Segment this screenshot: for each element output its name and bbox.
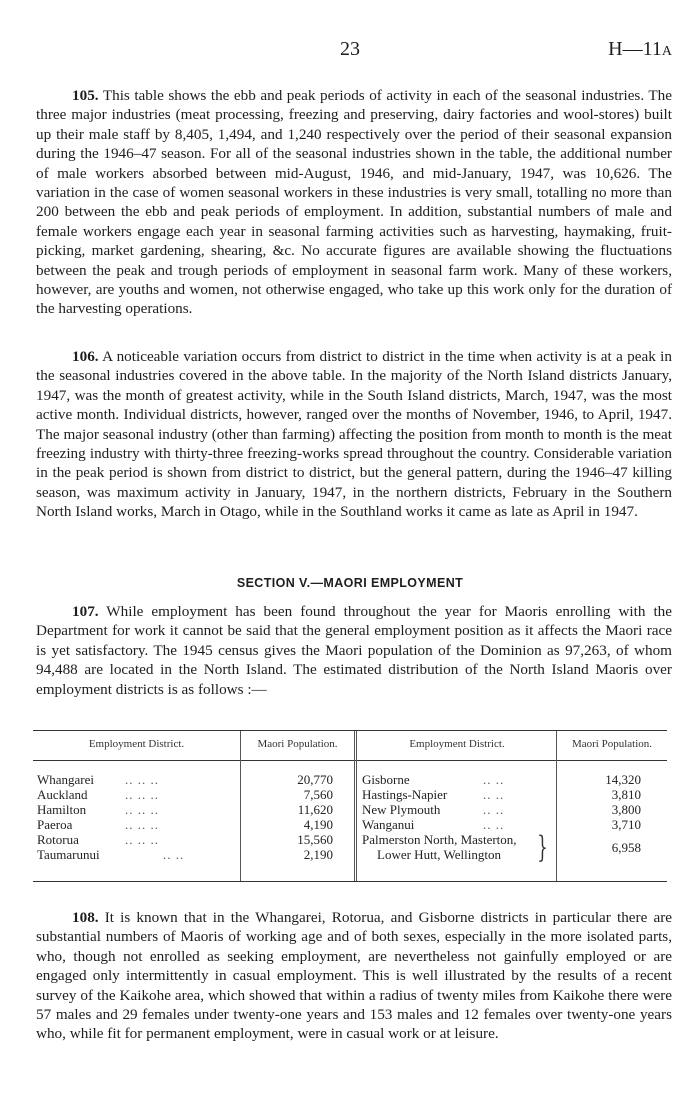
leader-dots: .. .. .. [125, 817, 159, 832]
table-row [37, 787, 88, 802]
paragraph-105 [36, 86, 672, 319]
section-heading: SECTION V.—MAORI EMPLOYMENT [236, 576, 464, 590]
table-row [37, 802, 86, 817]
district-name: Lower Hutt, Wellington [377, 847, 502, 862]
table-row [362, 772, 410, 787]
population-value: 6,958 [611, 840, 641, 855]
population-value: 3,800 [611, 802, 641, 817]
table-row [362, 817, 414, 832]
leader-dots: .. .. [163, 847, 185, 862]
column-header-district: Employment District. [88, 738, 185, 750]
column-header-district: Employment District. [409, 738, 505, 750]
table-row-continuation [377, 847, 501, 862]
district-name: Wanganui [362, 817, 415, 832]
page-header [0, 38, 700, 68]
district-name: New Plymouth [362, 802, 441, 817]
district-name: Whangarei [37, 772, 95, 787]
page-number: 23 [340, 38, 360, 60]
column-header-population: Maori Population. [257, 738, 338, 750]
maori-population-table [33, 730, 667, 882]
population-value: 15,560 [297, 832, 333, 847]
paragraph-108 [36, 908, 672, 1044]
district-name: Gisborne [362, 772, 410, 787]
district-name: Hamilton [37, 802, 87, 817]
document-reference [608, 38, 672, 61]
population-value: 3,710 [611, 817, 641, 832]
population-value: 20,770 [297, 772, 333, 787]
paragraph-number: 105. [72, 87, 99, 104]
leader-dots: .. .. .. [125, 832, 159, 847]
district-name: Auckland [37, 787, 88, 802]
population-value: 2,190 [303, 847, 333, 862]
table-row [362, 802, 440, 817]
table-row [37, 772, 94, 787]
table-row [37, 847, 100, 862]
paragraph-106 [36, 347, 672, 522]
population-value: 3,810 [611, 787, 641, 802]
table-row [37, 832, 79, 847]
leader-dots: .. .. [483, 802, 505, 817]
population-value: 14,320 [605, 772, 641, 787]
district-name: Taumarunui [37, 847, 100, 862]
table-header-rule [33, 760, 667, 761]
paragraph-text: While employment has been found throughout the year for Maoris enrolling with the Department for work it cannot be said that the general employment position as it affects the Maori race is yet satisfactory. The 1945 census gives the Maori population of the Dominion as 97,263, of whom 94,488 are located in the North Island. The estimated distribution of the North Island Maoris over employment districts is as follows :— [36, 603, 672, 698]
grouping-brace: } [537, 830, 548, 865]
population-value: 4,190 [303, 817, 333, 832]
paragraph-number: 106. [72, 348, 99, 365]
table-top-rule [33, 730, 667, 731]
column-header-population: Maori Population. [571, 738, 653, 750]
population-value: 7,560 [303, 787, 333, 802]
district-name: Rotorua [37, 832, 79, 847]
document-reference-suffix: A [661, 44, 672, 59]
column-divider-double [354, 731, 357, 881]
table-row [362, 787, 447, 802]
paragraph-number: 108. [72, 909, 99, 926]
paragraph-text: This table shows the ebb and peak periods of activity in each of the seasonal industries. The three major industries (meat processing, freezing and preserving, dairy factories and wool-stores) built up their male staff by 8,405, 1,494, and 1,240 respectively over the period of their seasonal expansion during the 1946–47 season. For all of the seasonal industries shown in the table, the additional number of male workers absorbed between mid-August, 1946, and mid-January, 1947, was 10,626. The variation in the case of women seasonal workers in these industries is very small, totalling no more than 200 between the ebb and peak periods of employment. In addition, substantial numbers of male and female workers engage each year in seasonal farming activities such as harvesting, haymaking, fruit-picking, market gardening, shearing, &c. No accurate figures are available showing the fluctuations between the peak and trough periods of employment in seasonal farm work. Many of these workers, however, are youths and women, not otherwise engaged, who take up this work only for the duration of the harvesting operations. [36, 87, 672, 318]
population-value: 11,620 [297, 802, 333, 817]
table-row [362, 832, 517, 847]
district-name: Paeroa [37, 817, 73, 832]
leader-dots: .. .. .. [125, 772, 159, 787]
paragraph-107 [36, 602, 672, 699]
document-reference-main: H—11 [608, 38, 662, 60]
leader-dots: .. .. [483, 787, 505, 802]
leader-dots: .. .. [483, 817, 505, 832]
paragraph-text: It is known that in the Whangarei, Rotorua, and Gisborne districts in particular there are substantial numbers of Maoris of working age and of both sexes, especially in the more isolated parts, who, though not enrolled as seeking employment, are nevertheless not gainfully employed or are engaged only intermittently in casual employment. This is well illustrated by the results of a recent survey of the Kaikohe area, which showed that within a radius of twenty miles from Kaikohe there were 57 males and 29 females under twenty-one years and 153 males and 12 females over twenty-one years who, while fit for permanent employment, were in casual work or at leisure. [36, 909, 673, 1043]
table-row [37, 817, 72, 832]
district-name: Palmerston North, Masterton, [362, 832, 517, 847]
leader-dots: .. .. .. [125, 787, 159, 802]
paragraph-number: 107. [72, 603, 99, 620]
paragraph-text: A noticeable variation occurs from district to district in the time when activity is at a peak in the seasonal industries covered in the above table. In the majority of the North Island districts January, 1947, was the month of greatest activity, while in the South Island districts, March, 1947, was the most active month. Individual districts, however, ranged over the months of November, 1946, to April, 1947. The major seasonal industry (other than farming) affecting the position from month to month is the meat freezing industry with thirty-three freezing-works spread throughout the country. Considerable variation in the peak period is shown from district to district, but the general pattern, during the 1946–47 killing season, was maximum activity in January, 1947, in the northern districts, February in the Southern North Island works, March in Otago, while in the Southland works it came as late as April in 1947. [36, 348, 672, 521]
district-name: Hastings-Napier [362, 787, 448, 802]
leader-dots: .. .. .. [125, 802, 159, 817]
leader-dots: .. .. [483, 772, 505, 787]
table-bottom-rule [33, 881, 667, 882]
